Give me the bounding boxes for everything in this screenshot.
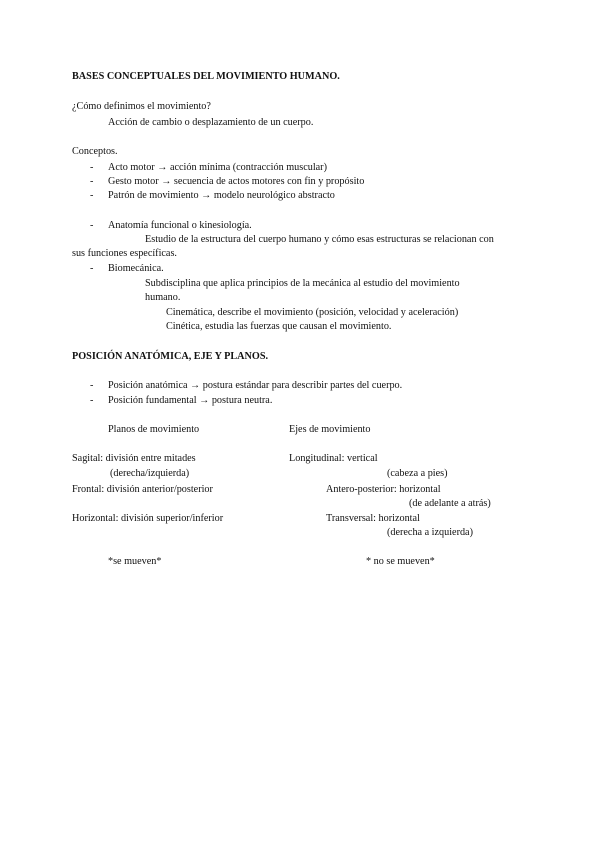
cinematica-text: Cinemática, describe el movimiento (posición, velocidad y aceleración) [166, 307, 459, 318]
biomecanica-desc-line1: Subdisciplina que aplica principios de la mecánica al estudio del movimiento [145, 278, 460, 289]
concept-item: Gesto motor → secuencia de actos motores con fin y propósito [108, 176, 365, 187]
title-posicion-anatomica: POSICIÓN ANATÓMICA, EJE Y PLANOS. [72, 351, 269, 362]
concept-item: Patrón de movimiento → modelo neurológico abstracto [108, 190, 335, 201]
note-planes: *se mueven* [108, 556, 162, 567]
answer-text: Acción de cambio o desplazamiento de un cuerpo. [108, 117, 314, 128]
title-bases-conceptuales: BASES CONCEPTUALES DEL MOVIMIENTO HUMANO. [72, 71, 340, 82]
axis-transversal: Transversal: horizontal [326, 513, 420, 524]
question-text: ¿Cómo definimos el movimiento? [72, 101, 211, 112]
position-item: Posición anatómica → postura estándar para describir partes del cuerpo. [108, 380, 403, 391]
anatomia-desc-line1: Estudio de la estructura del cuerpo humano y cómo esas estructuras se relacionan con [145, 234, 494, 245]
plane-sagital-sub: (derecha/izquierda) [110, 468, 190, 479]
axis-longitudinal: Longitudinal: vertical [289, 453, 378, 464]
cinetica-text: Cinética, estudia las fuerzas que causan el movimiento. [166, 321, 392, 332]
axis-longitudinal-sub: (cabeza a pies) [387, 468, 448, 479]
bullet-dash: - [90, 380, 94, 391]
axis-antero-posterior-sub: (de adelante a atrás) [409, 498, 491, 509]
bullet-dash: - [90, 176, 94, 187]
axes-header: Ejes de movimiento [289, 424, 371, 435]
anatomia-label: Anatomía funcional o kinesiología. [108, 220, 252, 231]
plane-sagital: Sagital: división entre mitades [72, 453, 196, 464]
bullet-dash: - [90, 190, 94, 201]
bullet-dash: - [90, 162, 94, 173]
planes-header: Planos de movimiento [108, 424, 200, 435]
bullet-dash: - [90, 395, 94, 406]
axis-antero-posterior: Antero-posterior: horizontal [326, 484, 441, 495]
bullet-dash: - [90, 220, 94, 231]
note-axes: * no se mueven* [366, 556, 435, 567]
concepts-label: Conceptos. [72, 146, 118, 157]
position-item: Posición fundamental → postura neutra. [108, 395, 273, 406]
biomecanica-desc-line2: humano. [145, 292, 181, 303]
plane-frontal: Frontal: división anterior/posterior [72, 484, 213, 495]
axis-transversal-sub: (derecha a izquierda) [387, 527, 473, 538]
bullet-dash: - [90, 263, 94, 274]
concept-item: Acto motor → acción mínima (contracción muscular) [108, 162, 327, 173]
biomecanica-label: Biomecánica. [108, 263, 164, 274]
plane-horizontal: Horizontal: división superior/inferior [72, 513, 224, 524]
anatomia-desc-line2: sus funciones específicas. [72, 248, 177, 259]
